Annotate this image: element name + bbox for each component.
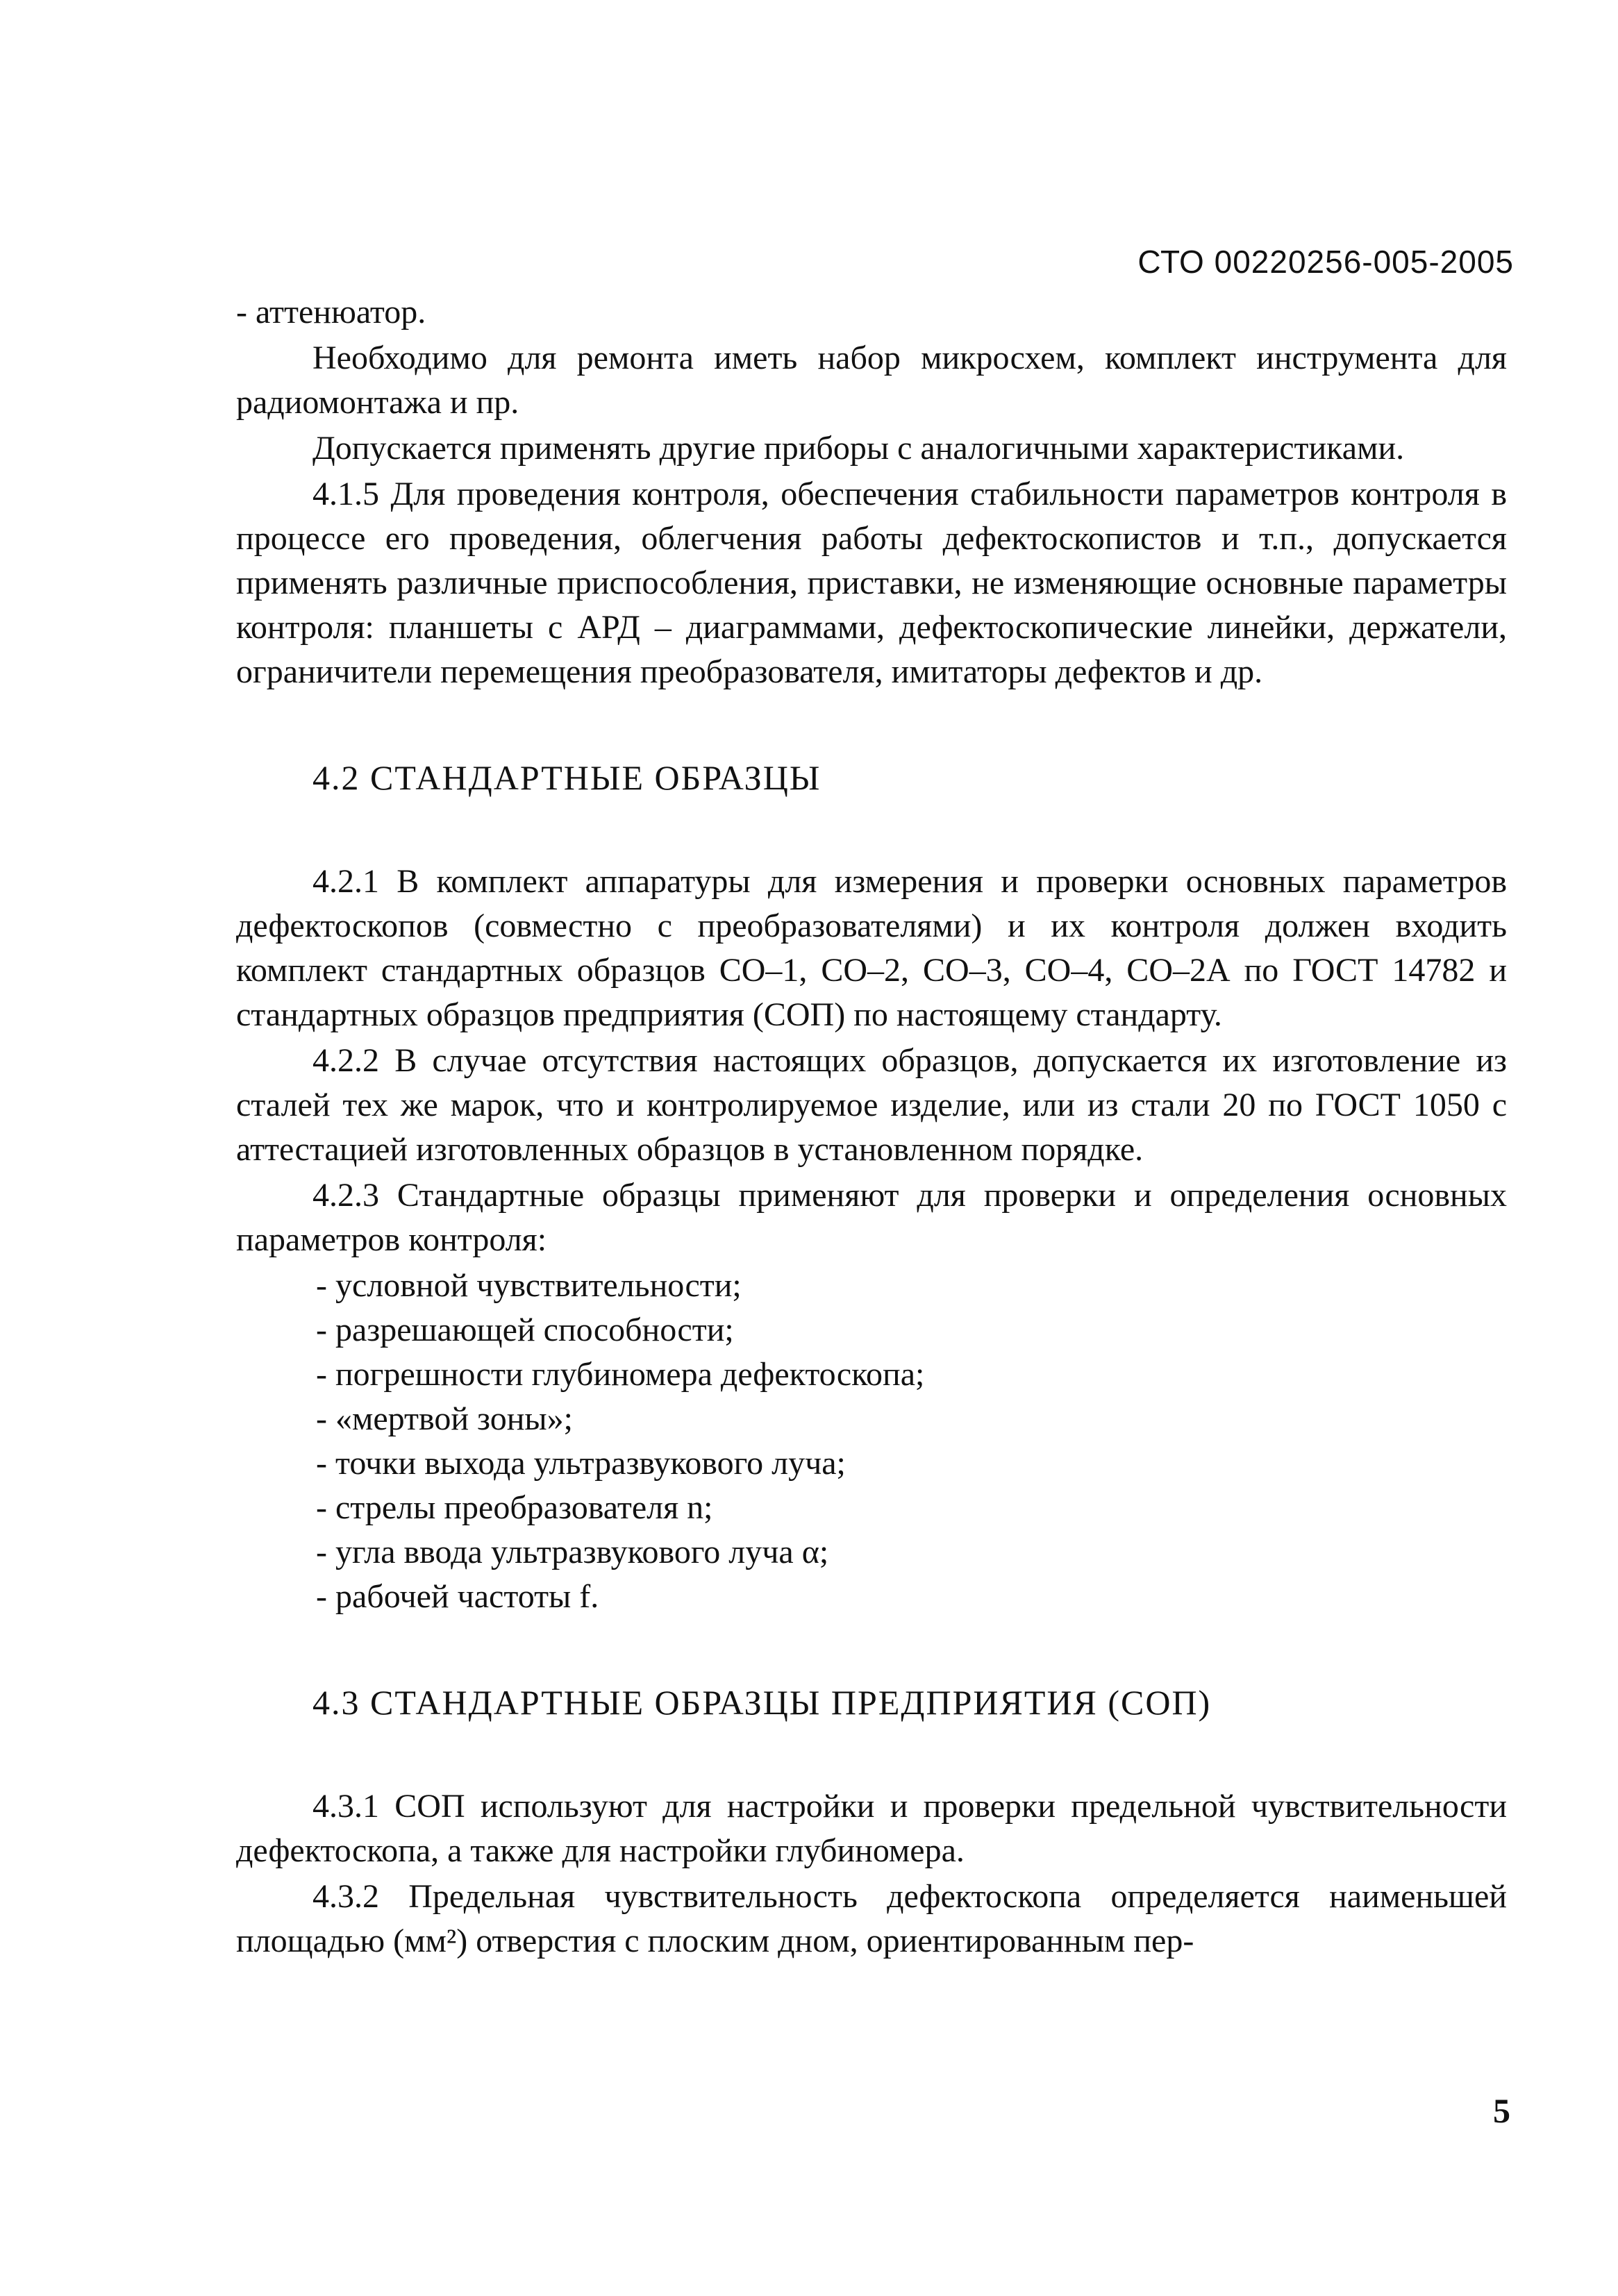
paragraph: Допускается применять другие приборы с аналогичными характеристиками. [312,430,1405,467]
list-item: - точки выхода ультразвукового луча; [316,1445,846,1482]
document-body [236,290,1507,1965]
paragraph: 4.2.2 В случае отсутствия настоящих образцов, допускается их изготовление из сталей тех же марок, что и контролируемое изделие, или из стали 20 по ГОСТ 1050 с аттестацией изготовленных образцов в установленном порядке. [236,1042,1507,1168]
paragraph: 4.2.1 В комплект аппаратуры для измерения и проверки основных параметров дефектоскопов (совместно с преобразователями) и их контроля должен входить комплект стандартных образцов СО–1, СО–2, СО–3, СО–4, СО–2А по ГОСТ 14782 и стандартных образцов предприятия (СОП) по настоящему стандарту. [236,863,1507,1033]
list-item: - разрешающей способности; [316,1312,734,1348]
paragraph: Необходимо для ремонта иметь набор микросхем, комплект инструмента для радиомонтажа и пр. [236,340,1507,421]
list-item: - угла ввода ультразвукового луча α; [316,1534,829,1570]
paragraph: 4.1.5 Для проведения контроля, обеспечения стабильности параметров контроля в процессе его проведения, облегчения работы дефектоскопистов и т.п., допускается применять различные приспособления, приставки, не изменяющие основные параметры контроля: планшеты с АРД – диаграммами, дефектоскопические линейки, держатели, ограничители перемещения преобразователя, имитаторы дефектов и др. [236,476,1507,690]
paragraph: - аттенюатор. [236,294,426,330]
section-heading: 4.3 СТАНДАРТНЫЕ ОБРАЗЦЫ ПРЕДПРИЯТИЯ (СОП) [312,1683,1212,1722]
list-item: - «мертвой зоны»; [316,1400,573,1437]
list-item: - условной чувствительности; [316,1267,742,1304]
list-item: - погрешности глубиномера дефектоскопа; [316,1356,925,1393]
section-heading: 4.2 СТАНДАРТНЫЕ ОБРАЗЦЫ [312,758,821,797]
page-number: 5 [1493,2091,1510,2130]
paragraph: 4.3.1 СОП используют для настройки и проверки предельной чувствительности дефектоскопа, а также для настройки глубиномера. [236,1788,1507,1869]
paragraph: 4.3.2 Предельная чувствительность дефектоскопа определяется наименьшей площадью (мм²) отверстия с плоским дном, ориентированным пер- [236,1878,1507,1959]
list-item: - рабочей частоты f. [316,1578,599,1615]
paragraph: 4.2.3 Стандартные образцы применяют для проверки и определения основных параметров контроля: [236,1177,1507,1258]
document-code: СТО 00220256-005-2005 [1137,244,1514,280]
list-item: - стрелы преобразователя n; [316,1489,713,1526]
